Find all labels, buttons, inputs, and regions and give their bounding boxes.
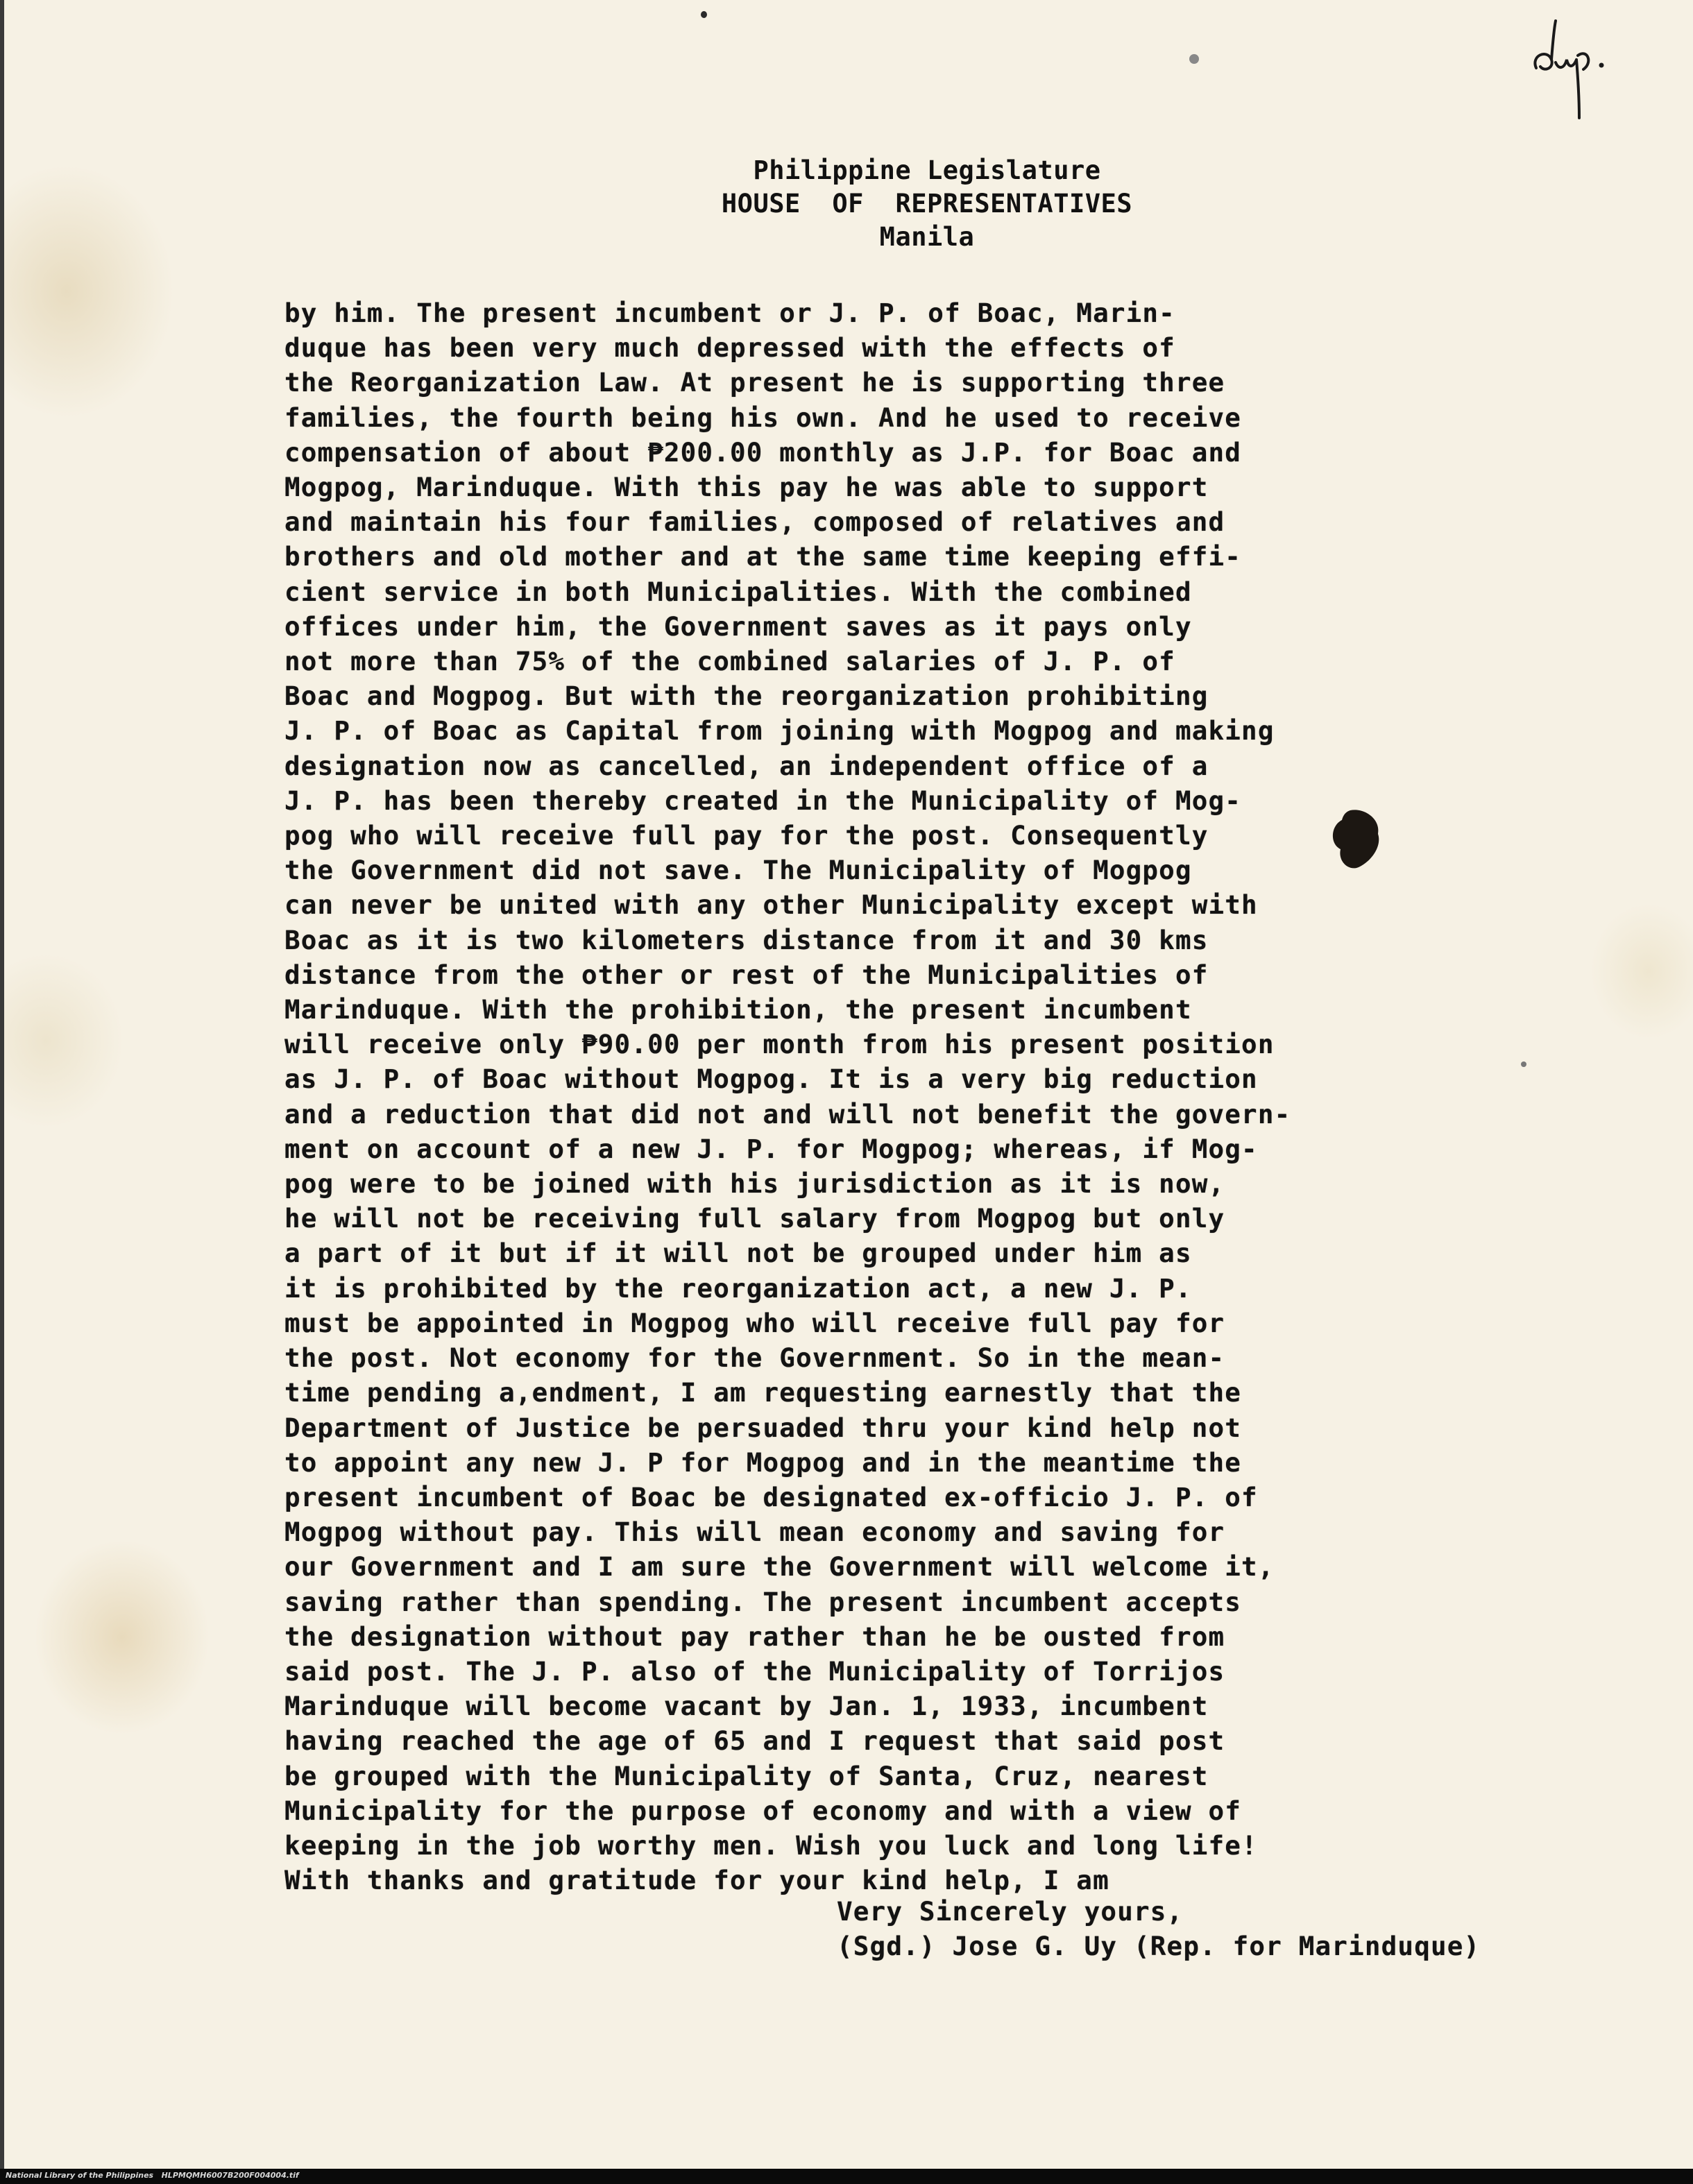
body-line: keeping in the job worthy men. Wish you luck and long life! (284, 1829, 1258, 1861)
body-line: offices under him, the Government saves as it pays only (284, 611, 1192, 642)
body-line: Boac as it is two kilometers distance from it and 30 kms (284, 924, 1209, 955)
body-line: ment on account of a new J. P. for Mogpog; whereas, if Mog- (284, 1133, 1258, 1164)
ink-speck (701, 11, 707, 18)
ink-speck (1521, 1061, 1526, 1067)
body-line: brothers and old mother and at the same time keeping effi- (284, 541, 1242, 572)
body-line: to appoint any new J. P for Mogpog and in the meantime the (284, 1447, 1242, 1478)
body-line: Department of Justice be persuaded thru your kind help not (284, 1412, 1242, 1443)
ink-speck (1189, 54, 1199, 64)
handwritten-annotation (1524, 14, 1628, 139)
body-line: time pending a,endment, I am requesting earnestly that the (284, 1377, 1242, 1408)
letterhead (601, 154, 1253, 254)
annotation-text: dup. (1524, 14, 1526, 15)
body-line: the Reorganization Law. At present he is supporting three (284, 367, 1225, 398)
body-line: pog were to be joined with his jurisdiction as it is now, (284, 1168, 1225, 1200)
body-line: it is prohibited by the reorganization act, a new J. P. (284, 1272, 1192, 1304)
body-line: cient service in both Municipalities. With the combined (284, 576, 1192, 607)
body-line: J. P. of Boac as Capital from joining with Mogpog and making (284, 715, 1275, 747)
letterhead-legislature: Philippine Legislature (753, 155, 1101, 185)
body-line: by him. The present incumbent or J. P. of Boac, Marin- (284, 298, 1175, 328)
letter-closing (837, 1894, 1600, 1963)
letterhead-house: HOUSE OF REPRESENTATIVES (721, 189, 1133, 219)
body-line: duque has been very much depressed with the effects of (284, 332, 1175, 364)
letter-body (284, 296, 1395, 1897)
body-line: Mogpog, Marinduque. With this pay he was able to support (284, 472, 1209, 503)
body-line: pog who will receive full pay for the post. Consequently (284, 820, 1209, 851)
body-line: said post. The J. P. also of the Municipality of Torrijos (284, 1655, 1225, 1687)
body-line: Mogpog without pay. This will mean economy and saving for (284, 1517, 1225, 1548)
body-line: designation now as cancelled, an independent office of a (284, 750, 1209, 781)
archive-footer-id: National Library of the Philippines HLPMQMH6007B200F004004.tif (6, 2171, 299, 2180)
body-line: families, the fourth being his own. And he used to receive (284, 402, 1242, 433)
closing-signature: (Sgd.) Jose G. Uy (Rep. for Marinduque) (837, 1931, 1481, 1961)
letterhead-city: Manila (879, 222, 975, 252)
body-line: be grouped with the Municipality of Santa, Cruz, nearest (284, 1760, 1209, 1791)
body-line: Boac and Mogpog. But with the reorganization prohibiting (284, 681, 1209, 712)
body-line: the post. Not economy for the Government. So in the mean- (284, 1342, 1225, 1374)
body-line: present incumbent of Boac be designated ex-officio J. P. of (284, 1481, 1258, 1512)
body-line: Marinduque will become vacant by Jan. 1, 1933, incumbent (284, 1691, 1209, 1722)
closing-salutation: Very Sincerely yours, (837, 1896, 1184, 1927)
body-line: and maintain his four families, composed of relatives and (284, 506, 1225, 538)
body-line: With thanks and gratitude for your kind help, I am (284, 1865, 1109, 1896)
body-line: Marinduque. With the prohibition, the present incumbent (284, 994, 1192, 1025)
body-line: having reached the age of 65 and I request that said post (284, 1725, 1225, 1757)
body-line: and a reduction that did not and will not benefit the govern- (284, 1098, 1291, 1129)
body-line: saving rather than spending. The present incumbent accepts (284, 1586, 1242, 1617)
body-line: J. P. has been thereby created in the Municipality of Mog- (284, 785, 1242, 816)
body-line: he will not be receiving full salary from Mogpog but only (284, 1203, 1225, 1234)
body-line: Municipality for the purpose of economy and with a view of (284, 1795, 1242, 1826)
body-line: not more than 75% of the combined salaries of J. P. of (284, 646, 1175, 677)
body-line: can never be united with any other Municipality except with (284, 889, 1258, 921)
body-line: distance from the other or rest of the Municipalities of (284, 959, 1209, 990)
body-line: a part of it but if it will not be grouped under him as (284, 1238, 1192, 1269)
body-line: compensation of about ₱200.00 monthly as J.P. for Boac and (284, 436, 1242, 468)
body-line: the Government did not save. The Municipality of Mogpog (284, 855, 1192, 886)
body-line: must be appointed in Mogpog who will receive full pay for (284, 1307, 1225, 1338)
body-line: will receive only ₱90.00 per month from his present position (284, 1029, 1275, 1060)
body-line: our Government and I am sure the Government will welcome it, (284, 1551, 1275, 1582)
body-line: as J. P. of Boac without Mogpog. It is a very big reduction (284, 1064, 1258, 1095)
body-line: the designation without pay rather than he be ousted from (284, 1621, 1225, 1652)
